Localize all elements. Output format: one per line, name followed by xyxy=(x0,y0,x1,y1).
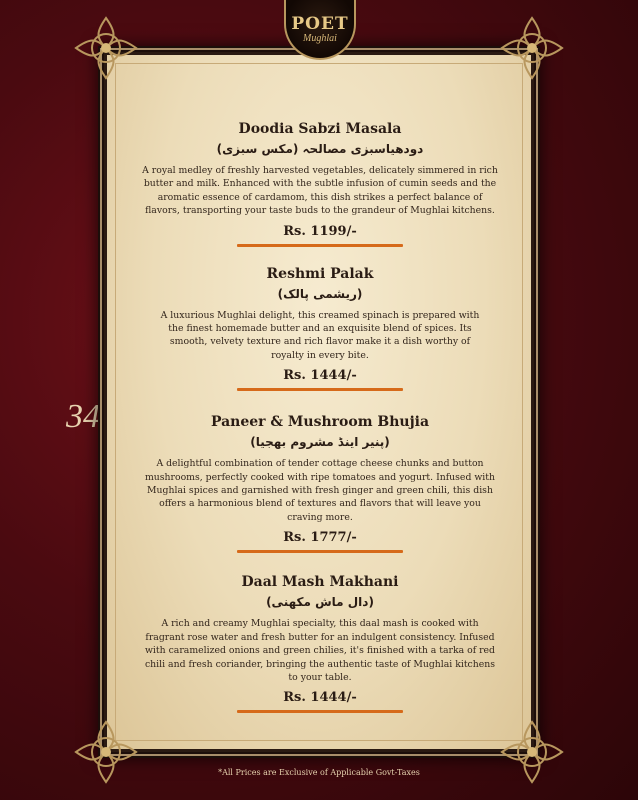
ornament-corner-icon xyxy=(72,14,140,82)
dish-price: Rs. 1444/- xyxy=(283,368,357,384)
brand-name: POET xyxy=(291,13,349,34)
price-underline xyxy=(237,244,403,247)
price-underline xyxy=(237,710,403,713)
dish-price: Rs. 1777/- xyxy=(283,530,357,546)
dish-description: A rich and creamy Mughlai specialty, this daal mash is cooked with fragrant rose water and fresh butter for an indulgent consistency. Infused with caramelized onions and green chilies, it's finished with a tarka of red chili and fresh coriander, bringing the authentic taste of Mughlai kitchens to your table. xyxy=(144,618,496,683)
dish-name: Daal Mash Makhani xyxy=(241,574,399,591)
dish-urdu-name: (پنیر اینڈ مشروم بھجیا) xyxy=(250,435,390,450)
menu-item xyxy=(140,413,500,553)
dish-urdu-name: (ریشمی پالک) xyxy=(277,286,363,301)
tax-footnote: *All Prices are Exclusive of Applicable Govt-Taxes xyxy=(218,768,420,777)
price-underline xyxy=(237,388,403,391)
dish-name: Paneer & Mushroom Bhujia xyxy=(210,414,430,431)
brand-subtitle: Mughlai xyxy=(303,32,337,44)
dish-description: A royal medley of freshly harvested vegetables, delicately simmered in rich butter and milk. Enhanced with the subtle infusion of cumin seeds and the aromatic essence of cardamom, this dish strikes a perfect balance of flavors, transporting your taste buds to the grandeur of Mughlai kitchens. xyxy=(142,165,498,217)
dish-name: Doodia Sabzi Masala xyxy=(238,121,402,137)
dish-urdu-name: (دال ماش مکھنی) xyxy=(266,595,374,610)
ornament-corner-icon xyxy=(498,14,566,82)
menu-item xyxy=(140,573,500,713)
menu-item xyxy=(140,265,500,392)
dish-description: A delightful combination of tender cottage cheese chunks and button mushrooms, perfectly cooked with ripe tomatoes and yogurt. Infused with Mughlai spices and garnished with fresh ginger and green chili, this dish offers a harmonious blend of textures and flavors that will leave you craving more. xyxy=(144,458,496,523)
dish-urdu-name: دودھیاسبزی مصالحہ (مکس سبزی) xyxy=(216,142,424,156)
page-number: 34 xyxy=(66,398,100,435)
brand-logo xyxy=(284,0,356,60)
dish-price: Rs. 1199/- xyxy=(283,223,357,239)
dish-name: Reshmi Palak xyxy=(266,265,374,282)
dish-description: A luxurious Mughlai delight, this creamed spinach is prepared with the finest homemade butter and an exquisite blend of spices. Its smooth, velvety texture and rich flavor make it a dish worthy of royalty in every bite. xyxy=(160,309,480,361)
price-underline xyxy=(237,550,403,553)
menu-item xyxy=(140,120,500,247)
dish-price: Rs. 1444/- xyxy=(283,690,357,706)
menu-content xyxy=(140,120,500,713)
